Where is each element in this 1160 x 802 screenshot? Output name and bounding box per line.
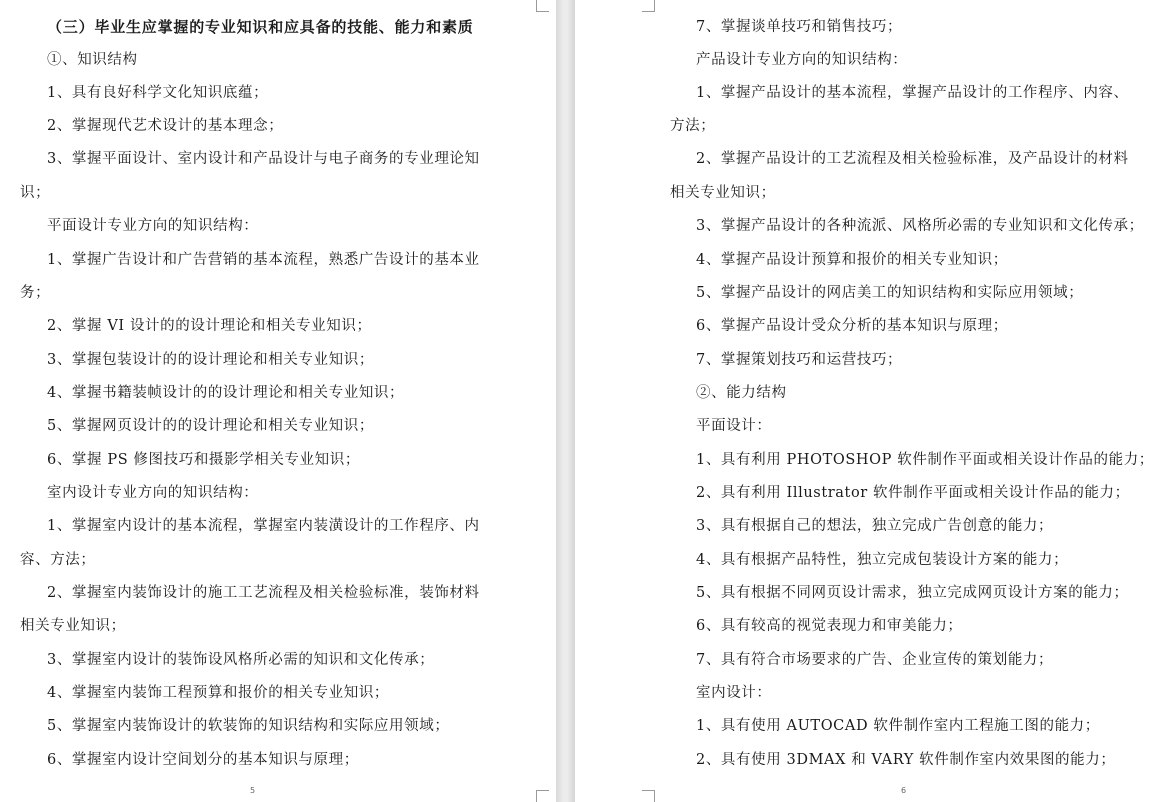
text-line: 2、具有利用 Illustrator 软件制作平面或相关设计作品的能力； (696, 485, 1130, 501)
text-line: 3、掌握产品设计的各种流派、风格所必需的专业知识和文化传承； (696, 218, 1144, 234)
crop-mark (642, 0, 655, 12)
text-line: 5、掌握网页设计的的设计理论和相关专业知识； (47, 418, 374, 434)
text-line: 方法； (670, 118, 716, 134)
text-line: 2、具有使用 3DMAX 和 VARY 软件制作室内效果图的能力； (696, 752, 1116, 768)
text-line: 容、方法； (20, 552, 96, 568)
text-line: 4、掌握室内装饰工程预算和报价的相关专业知识； (47, 685, 390, 701)
text-line: 6、具有较高的视觉表现力和审美能力； (696, 618, 963, 634)
text-line: 1、具有利用 PHOTOSHOP 软件制作平面或相关设计作品的能力； (696, 452, 1154, 468)
text-line: 平面设计： (696, 418, 772, 434)
document-page-6 (575, 0, 1160, 802)
text-line: 1、掌握产品设计的基本流程，掌握产品设计的工作程序、内容、 (696, 85, 1129, 101)
text-line: ②、能力结构 (696, 385, 787, 401)
text-line: 1、具有使用 AUTOCAD 软件制作室内工程施工图的能力； (696, 718, 1100, 734)
text-line: 5、掌握产品设计的网店美工的知识结构和实际应用领域； (696, 285, 1084, 301)
crop-mark (536, 0, 549, 12)
text-line: 3、掌握平面设计、室内设计和产品设计与电子商务的专业理论知 (47, 151, 480, 167)
page-number: 6 (901, 786, 907, 795)
text-line: 室内设计： (696, 685, 772, 701)
crop-mark (642, 790, 655, 802)
text-line: 6、掌握室内设计空间划分的基本知识与原理； (47, 752, 359, 768)
text-line: 相关专业知识； (20, 618, 126, 634)
text-line: 相关专业知识； (670, 185, 776, 201)
text-line: 4、掌握产品设计预算和报价的相关专业知识； (696, 252, 1008, 268)
crop-mark (536, 790, 549, 802)
text-line: 4、具有根据产品特性，独立完成包装设计方案的能力； (696, 552, 1069, 568)
text-line: ①、知识结构 (47, 52, 138, 68)
text-line: 识； (20, 185, 51, 201)
text-line: 2、掌握室内装饰设计的施工工艺流程及相关检验标准，装饰材料 (47, 585, 480, 601)
text-line: 3、具有根据自己的想法，独立完成广告创意的能力； (696, 518, 1054, 534)
text-line: 室内设计专业方向的知识结构： (47, 485, 259, 501)
text-line: 产品设计专业方向的知识结构： (696, 52, 908, 68)
page-number: 5 (250, 786, 256, 795)
document-page-5 (0, 0, 556, 802)
text-line: 7、掌握谈单技巧和销售技巧； (696, 19, 903, 35)
text-line: 1、掌握室内设计的基本流程，掌握室内装潢设计的工作程序、内 (47, 518, 480, 534)
text-line: 1、掌握广告设计和广告营销的基本流程，熟悉广告设计的基本业 (47, 252, 480, 268)
text-line: 5、掌握室内装饰设计的软装饰的知识结构和实际应用领域； (47, 718, 450, 734)
text-line: 4、掌握书籍装帧设计的的设计理论和相关专业知识； (47, 385, 405, 401)
section-heading: （三）毕业生应掌握的专业知识和应具备的技能、能力和素质 (47, 18, 474, 36)
text-line: 平面设计专业方向的知识结构： (47, 218, 259, 234)
text-line: 1、具有良好科学文化知识底蕴； (47, 85, 269, 101)
text-line: 3、掌握包装设计的的设计理论和相关专业知识； (47, 352, 374, 368)
text-line: 7、具有符合市场要求的广告、企业宣传的策划能力； (696, 652, 1054, 668)
text-line: 5、具有根据不同网页设计需求，独立完成网页设计方案的能力； (696, 585, 1129, 601)
text-line: 2、掌握产品设计的工艺流程及相关检验标准，及产品设计的材料 (696, 151, 1129, 167)
text-line: 2、掌握现代艺术设计的基本理念； (47, 118, 284, 134)
text-line: 2、掌握 VI 设计的的设计理论和相关专业知识； (47, 318, 372, 334)
text-line: 3、掌握室内设计的装饰设风格所必需的知识和文化传承； (47, 652, 435, 668)
page-gutter (556, 0, 575, 802)
text-line: 6、掌握 PS 修图技巧和摄影学相关专业知识； (47, 452, 360, 468)
text-line: 7、掌握策划技巧和运营技巧； (696, 352, 903, 368)
text-line: 6、掌握产品设计受众分析的基本知识与原理； (696, 318, 1008, 334)
text-line: 务； (20, 285, 51, 301)
